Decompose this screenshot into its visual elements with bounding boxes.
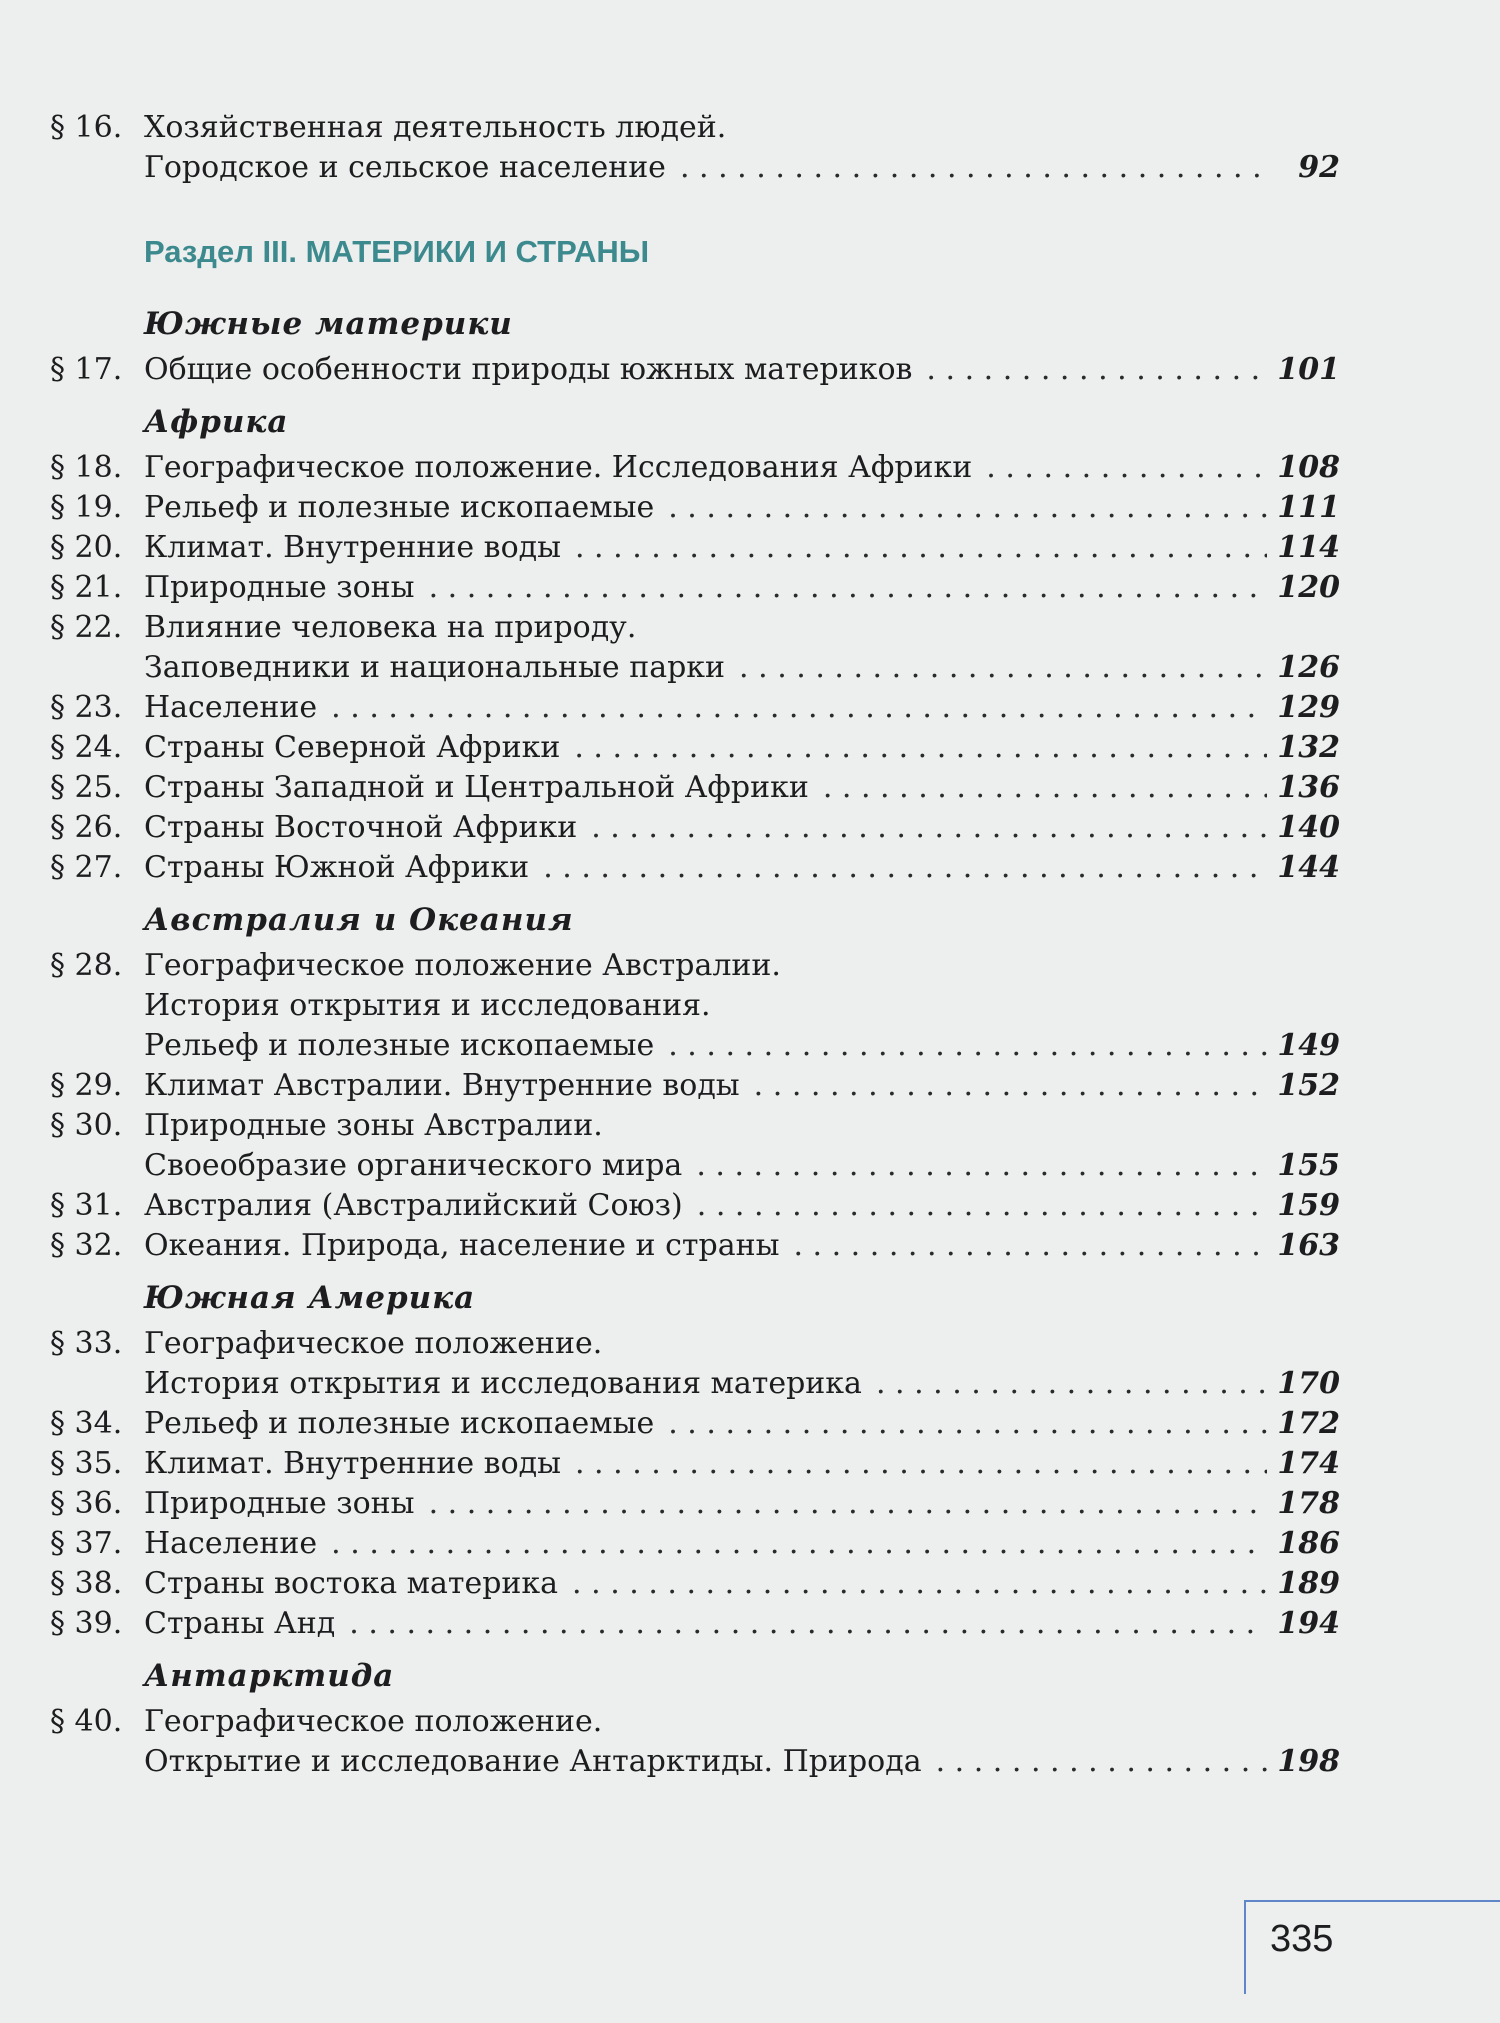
- entry-title: Рельеф и полезные ископаемые: [144, 1406, 655, 1441]
- toc-entry[interactable]: [50, 488, 1340, 528]
- entry-page: 108: [1277, 450, 1340, 485]
- entry-title: Природные зоны: [144, 570, 415, 605]
- entry-page: 174: [1277, 1446, 1340, 1481]
- dot-leader: [668, 488, 1267, 528]
- dot-leader: [793, 1226, 1267, 1266]
- entry-number: § 36.: [50, 1486, 123, 1521]
- entry-page: 92: [1298, 150, 1340, 185]
- entry-number: § 37.: [50, 1526, 123, 1561]
- entry-title: Географическое положение.: [144, 1704, 603, 1739]
- toc-entry[interactable]: [50, 1226, 1340, 1266]
- toc-entry[interactable]: [50, 568, 1340, 608]
- entry-title: Влияние человека на природу.: [144, 610, 637, 645]
- entry-number: § 32.: [50, 1228, 123, 1263]
- toc-entry[interactable]: [50, 608, 1340, 688]
- group-title: Южная Америка: [144, 1280, 476, 1316]
- toc-entry[interactable]: [50, 946, 1340, 1066]
- entry-title: Страны Анд: [144, 1606, 336, 1641]
- dot-leader: [697, 1186, 1268, 1226]
- dot-leader: [876, 1364, 1267, 1404]
- entry-number: § 31.: [50, 1188, 123, 1223]
- dot-leader: [575, 528, 1267, 568]
- entry-number: § 34.: [50, 1406, 123, 1441]
- toc-entry[interactable]: [50, 1106, 1340, 1186]
- entry-page: 120: [1277, 570, 1340, 605]
- entry-number: § 28.: [50, 948, 123, 983]
- toc-entry[interactable]: [50, 1444, 1340, 1484]
- entry-title: Своеобразие органического мира: [144, 1148, 683, 1183]
- entry-page: 140: [1277, 810, 1340, 845]
- dot-leader: [739, 648, 1267, 688]
- dot-leader: [574, 728, 1267, 768]
- dot-leader: [754, 1066, 1268, 1106]
- dot-leader: [936, 1742, 1268, 1782]
- entry-title: Климат. Внутренние воды: [144, 1446, 561, 1481]
- entry-number: § 25.: [50, 770, 123, 805]
- dot-leader: [331, 688, 1267, 728]
- entry-page: 170: [1277, 1366, 1340, 1401]
- entry-number: § 35.: [50, 1446, 123, 1481]
- entry-page: 163: [1277, 1228, 1340, 1263]
- entry-number: § 17.: [50, 352, 123, 387]
- toc-entry[interactable]: [50, 448, 1340, 488]
- dot-leader: [349, 1604, 1267, 1644]
- toc-entry[interactable]: [50, 848, 1340, 888]
- entry-title: История открытия и исследования.: [144, 988, 711, 1023]
- entry-title: Страны Южной Африки: [144, 850, 530, 885]
- entry-number: § 40.: [50, 1704, 123, 1739]
- toc-entry[interactable]: [50, 1066, 1340, 1106]
- entry-page: 149: [1277, 1028, 1340, 1063]
- entry-title: Австралия (Австралийский Союз): [144, 1188, 683, 1223]
- entry-page: 198: [1277, 1744, 1340, 1779]
- entry-number: § 18.: [50, 450, 123, 485]
- toc-entry[interactable]: [50, 1404, 1340, 1444]
- dot-leader: [926, 350, 1267, 390]
- entry-number: § 23.: [50, 690, 123, 725]
- entry-title: Общие особенности природы южных материков: [144, 352, 913, 387]
- dot-leader: [823, 768, 1268, 808]
- dot-leader: [668, 1404, 1267, 1444]
- entry-title: Климат. Внутренние воды: [144, 530, 561, 565]
- toc-entry[interactable]: [50, 350, 1340, 390]
- entry-number: § 21.: [50, 570, 123, 605]
- entry-title: Хозяйственная деятельность людей.: [144, 110, 727, 145]
- entry-title: Страны Северной Африки: [144, 730, 561, 765]
- dot-leader: [696, 1146, 1267, 1186]
- toc-entry[interactable]: [50, 1324, 1340, 1404]
- entry-title: Открытие и исследование Антарктиды. Природа: [144, 1744, 922, 1779]
- toc-entry-16[interactable]: [50, 108, 1340, 188]
- group-title: Антарктида: [144, 1658, 395, 1694]
- toc-entry[interactable]: [50, 1186, 1340, 1226]
- entry-page: 186: [1277, 1526, 1340, 1561]
- toc-entry[interactable]: [50, 1484, 1340, 1524]
- page-number: 335: [1270, 1918, 1334, 1960]
- entry-title: Географическое положение. Исследования Африки: [144, 450, 973, 485]
- dot-leader: [331, 1524, 1267, 1564]
- entry-title: Рельеф и полезные ископаемые: [144, 490, 655, 525]
- group-title: Австралия и Океания: [144, 902, 574, 938]
- entry-page: 155: [1277, 1148, 1340, 1183]
- entry-title: Природные зоны: [144, 1486, 415, 1521]
- entry-number: § 16.: [50, 110, 123, 145]
- entry-page: 172: [1277, 1406, 1340, 1441]
- entry-title: Страны Западной и Центральной Африки: [144, 770, 809, 805]
- group-title: Африка: [144, 404, 289, 440]
- entry-number: § 29.: [50, 1068, 123, 1103]
- entry-title: Океания. Природа, население и страны: [144, 1228, 780, 1263]
- entry-page: 111: [1277, 490, 1340, 525]
- entry-title: Население: [144, 690, 318, 725]
- entry-number: § 22.: [50, 610, 123, 645]
- entry-title: История открытия и исследования материка: [144, 1366, 862, 1401]
- dot-leader: [668, 1026, 1267, 1066]
- entry-number: § 24.: [50, 730, 123, 765]
- dot-leader: [429, 1484, 1268, 1524]
- dot-leader: [986, 448, 1267, 488]
- dot-leader: [429, 568, 1268, 608]
- entry-number: § 39.: [50, 1606, 123, 1641]
- group-title: Южные материки: [144, 306, 513, 342]
- entry-title: Страны востока материка: [144, 1566, 559, 1601]
- entry-page: 101: [1277, 352, 1340, 387]
- entry-title: Природные зоны Австралии.: [144, 1108, 603, 1143]
- dot-leader: [680, 148, 1270, 188]
- entry-page: 144: [1277, 850, 1340, 885]
- entry-number: § 33.: [50, 1326, 123, 1361]
- toc-entry[interactable]: [50, 1702, 1340, 1782]
- toc-entry[interactable]: [50, 728, 1340, 768]
- entry-page: 194: [1277, 1606, 1340, 1641]
- toc-entry[interactable]: [50, 688, 1340, 728]
- entry-number: § 20.: [50, 530, 123, 565]
- toc-entry[interactable]: [50, 808, 1340, 848]
- entry-page: 178: [1277, 1486, 1340, 1521]
- entry-page: 132: [1277, 730, 1340, 765]
- entry-number: § 30.: [50, 1108, 123, 1143]
- entry-title: Заповедники и национальные парки: [144, 650, 726, 685]
- entry-number: § 27.: [50, 850, 123, 885]
- toc-entry[interactable]: [50, 1604, 1340, 1644]
- dot-leader: [575, 1444, 1267, 1484]
- entry-title: Климат Австралии. Внутренние воды: [144, 1068, 740, 1103]
- entry-page: 126: [1277, 650, 1340, 685]
- entry-title: Городское и сельское население: [144, 150, 666, 185]
- entry-title: Рельеф и полезные ископаемые: [144, 1028, 655, 1063]
- entry-title: Страны Восточной Африки: [144, 810, 578, 845]
- entry-number: § 19.: [50, 490, 123, 525]
- toc-entry[interactable]: [50, 1564, 1340, 1604]
- section-title: Раздел III. МАТЕРИКИ И СТРАНЫ: [144, 234, 650, 269]
- entry-page: 189: [1277, 1566, 1340, 1601]
- toc-entry[interactable]: [50, 1524, 1340, 1564]
- dot-leader: [591, 808, 1267, 848]
- entry-number: § 38.: [50, 1566, 123, 1601]
- entry-page: 159: [1277, 1188, 1340, 1223]
- page-number-box: [1244, 1900, 1500, 1994]
- entry-page: 136: [1277, 770, 1340, 805]
- entry-page: 129: [1277, 690, 1340, 725]
- entry-page: 114: [1277, 530, 1340, 565]
- toc-entry[interactable]: [50, 528, 1340, 568]
- dot-leader: [572, 1564, 1267, 1604]
- entry-title: Географическое положение.: [144, 1326, 603, 1361]
- entry-title: Географическое положение Австралии.: [144, 948, 781, 983]
- entry-title: Население: [144, 1526, 318, 1561]
- toc-groups: [50, 292, 1340, 1782]
- entry-page: 152: [1277, 1068, 1340, 1103]
- entry-number: § 26.: [50, 810, 123, 845]
- table-of-contents: [50, 108, 1340, 1782]
- toc-entry[interactable]: [50, 768, 1340, 808]
- dot-leader: [543, 848, 1267, 888]
